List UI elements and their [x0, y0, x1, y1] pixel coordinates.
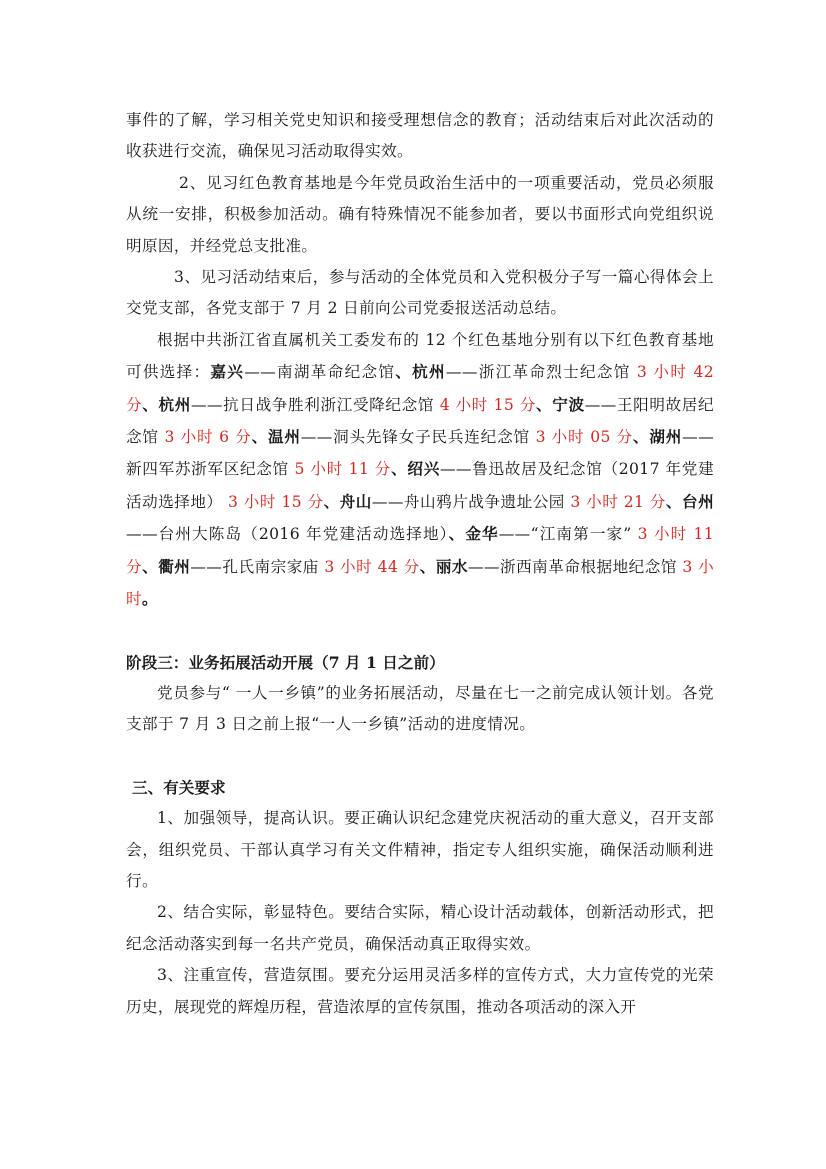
stage3-heading: 阶段三：业务拓展活动开展（7 月 1 日之前）: [126, 652, 445, 672]
travel-time: 3 小时 15 分: [222, 492, 324, 511]
spacer: [126, 616, 714, 647]
site-name: ——南湖革命纪念馆: [244, 363, 396, 382]
requirements-heading: 三、有关要求: [132, 777, 226, 797]
spacer: [126, 741, 714, 772]
city-name: 台州: [681, 491, 715, 511]
red-base-item: [158, 396, 552, 414]
separator: 、: [448, 524, 466, 544]
site-name: ——“江南第一家”: [498, 525, 632, 544]
site-name: ——舟山鸦片战争遗址公园: [371, 492, 565, 511]
city-name: 杭州: [158, 394, 191, 414]
city-name: 绍兴: [407, 459, 440, 479]
separator: 、: [142, 394, 159, 414]
separator: 、: [391, 459, 408, 479]
travel-time: 3 小时: [126, 557, 715, 609]
site-name: ——浙江革命烈士纪念馆: [445, 363, 631, 382]
city-name: 嘉兴: [210, 362, 245, 382]
paragraph-item-3: 3、见习活动结束后，参与活动的全体党员和入党积极分子写一篇心得体会上交党支部，各党支部于 7 月 2 日前向公司党委报送活动总结。: [126, 268, 714, 318]
separator: 。: [141, 589, 158, 609]
red-base-item: [210, 363, 412, 381]
site-name: ——新四军苏浙军区纪念馆: [126, 428, 715, 479]
separator: 、: [323, 491, 340, 511]
separator: 、: [632, 427, 650, 447]
site-name: ——王阳明故居纪念馆: [126, 395, 714, 447]
requirement-item: 2、结合实际，彰显特色。要结合实际，精心设计活动载体，创新活动形式，把纪念活动落实到每一名共产党员，确保活动真正取得实效。: [126, 903, 714, 953]
travel-time: 5 小时 11 分: [288, 460, 392, 479]
travel-time: 3 小时 42 分: [126, 363, 714, 414]
separator: 、: [395, 362, 413, 382]
city-name: 衢州: [158, 556, 191, 576]
city-name: 湖州: [649, 427, 683, 447]
red-base-item: [268, 428, 649, 446]
site-name: ——鲁迅故居及纪念馆（2017 年党建活动选择地）: [126, 460, 715, 511]
city-name: 丽水: [435, 556, 468, 576]
red-base-list: [126, 325, 714, 616]
city-name: 杭州: [412, 362, 446, 382]
city-name: 温州: [267, 427, 301, 447]
travel-time: 3 小时 05 分: [529, 428, 633, 447]
separator: 、: [536, 394, 553, 414]
paragraph-continued: 事件的了解，学习相关党史知识和接受理想信念的教育；活动结束后对此次活动的收获进行交流，确保见习活动取得实效。: [126, 111, 714, 161]
red-base-intro: 根据中共浙江省直属机关工委发布的 12 个红色基地分别有以下红色教育基地可供选择：: [126, 330, 714, 382]
city-name: 金华: [465, 524, 499, 544]
separator: 、: [665, 491, 682, 511]
document-page: [126, 105, 714, 1023]
site-name: ——孔氏南宗家庙: [190, 557, 319, 576]
travel-time: 3 小时 21 分: [564, 492, 666, 511]
separator: 、: [419, 556, 436, 576]
red-base-item: [158, 558, 436, 576]
stage3-body: 党员参与“ 一人一乡镇”的业务拓展活动，尽量在七一之前完成认领计划。各党支部于 7 月 3 日之前上报“一人一乡镇”活动的进度情况。: [126, 683, 714, 734]
site-name: ——台州大陈岛（2016 年党建活动选择地）: [126, 525, 449, 544]
requirement-item: 1、加强领导，提高认识。要正确认识纪念建党庆祝活动的重大意义，召开支部会，组织党员、干部认真学习有关文件精神，指定专人组织实施，确保活动顺利进行。: [126, 809, 714, 890]
site-name: ——浙西南革命根据地纪念馆: [467, 557, 677, 576]
site-name: ——抗日战争胜利浙江受降纪念馆: [190, 395, 435, 414]
paragraph-item-2: 2、见习红色教育基地是今年党员政治生活中的一项重要活动，党员必须服从统一安排，积极参加活动。确有特殊情况不能参加者，要以书面形式向党组织说明原因，并经党总支批准。: [126, 173, 714, 255]
separator: 、: [251, 427, 268, 447]
city-name: 宁波: [552, 394, 585, 414]
travel-time: 3 小时 44 分: [318, 557, 420, 576]
red-base-item: [340, 493, 682, 511]
requirement-item: 3、注重宣传，营造氛围。要充分运用灵活多样的宣传方式，大力宣传党的光荣历史，展现党的辉煌历程，营造浓厚的宣传氛围，推动各项活动的深入开: [126, 966, 714, 1016]
site-name: ——洞头先锋女子民兵连纪念馆: [300, 428, 530, 447]
red-base-items: [126, 363, 714, 608]
city-name: 舟山: [339, 491, 372, 511]
travel-time: 3 小时 11 分: [126, 525, 714, 576]
travel-time: 3 小时 6 分: [158, 428, 252, 447]
travel-time: 4 小时 15 分: [434, 395, 536, 414]
separator: 、: [142, 556, 159, 576]
